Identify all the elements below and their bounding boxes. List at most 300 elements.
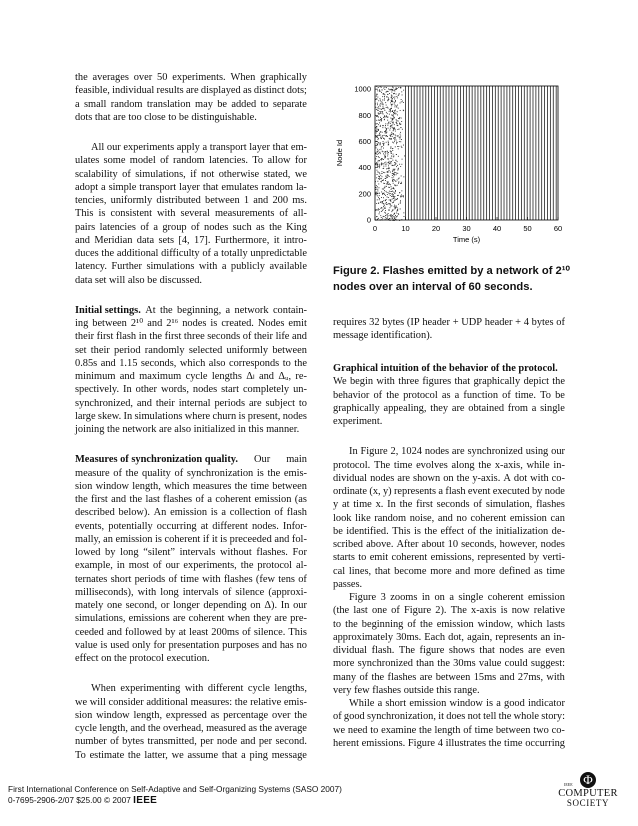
x-tick-label: 30 <box>462 224 471 233</box>
flash-dot <box>388 184 389 185</box>
flash-dot <box>379 165 380 166</box>
text-line: We begin with three figures that graphically depict the <box>333 376 565 388</box>
text-line: While a short emission window is a good indicator <box>349 698 565 709</box>
x-tick-label: 50 <box>523 224 532 233</box>
flash-dot <box>377 103 378 104</box>
flash-dot <box>376 127 377 128</box>
flash-dot <box>378 208 379 209</box>
flash-dot <box>383 108 384 109</box>
flash-dot <box>383 88 384 89</box>
flash-dot <box>376 126 377 127</box>
flash-dot <box>387 183 388 184</box>
flash-dot <box>400 183 401 184</box>
flash-dot <box>380 175 381 176</box>
text-line: be identified. This is the effect of the initialization de- <box>333 525 565 537</box>
flash-dot <box>380 86 381 87</box>
flash-dot <box>387 171 388 172</box>
flash-dot <box>385 217 386 218</box>
flash-dot <box>380 135 381 136</box>
text-line: milliseconds), with long intervals of silence (approxi- <box>75 586 307 598</box>
text-line: This is consistent with several measurements of all- <box>75 208 307 220</box>
flash-dot <box>395 113 396 114</box>
flash-dot <box>394 173 395 174</box>
flash-dot <box>394 170 395 171</box>
flash-dot <box>399 178 400 179</box>
text-line: spectively. In other words, nodes start completely un- <box>75 384 307 396</box>
flash-dot <box>376 210 377 211</box>
flash-dot <box>395 96 396 97</box>
text-line: large skew. In simulations where churn is present, nodes <box>75 410 307 422</box>
flash-dot <box>391 115 392 116</box>
flash-dot <box>392 110 393 111</box>
flash-dot <box>379 133 380 134</box>
flash-dot <box>390 158 391 159</box>
caption-line-1: Figure 2. Flashes emitted by a network of 2¹⁰ <box>333 265 570 277</box>
flash-dot <box>396 89 397 90</box>
flash-dot <box>383 197 384 198</box>
flash-dot <box>382 203 383 204</box>
text-line: dividual nodes are shown on the y-axis. A dot with co- <box>333 472 565 484</box>
flash-dot <box>386 91 387 92</box>
flash-dot <box>394 172 395 173</box>
flash-dot <box>385 127 386 128</box>
flash-dot <box>392 170 393 171</box>
flash-dot <box>385 153 386 154</box>
flash-dot <box>387 107 388 108</box>
flash-dot <box>398 183 399 184</box>
flash-dot <box>380 126 381 127</box>
flash-dot <box>386 204 387 205</box>
text-line: Graphical intuition of the behavior of the protocol. <box>333 363 558 374</box>
flash-dot <box>386 177 387 178</box>
flash-dot <box>385 133 386 134</box>
flash-dot <box>387 194 388 195</box>
flash-dot <box>384 115 385 116</box>
flash-dot <box>393 156 394 157</box>
flash-dot <box>385 178 386 179</box>
flash-dot <box>379 160 380 161</box>
text-line: we need to examine the length of time between two co- <box>333 724 565 736</box>
flash-dot <box>393 194 394 195</box>
flash-dot <box>383 148 384 149</box>
paragraph <box>333 362 565 428</box>
figure-2-chart <box>330 78 570 248</box>
flash-dot <box>378 139 379 140</box>
flash-dot <box>384 94 385 95</box>
flash-dot <box>387 136 388 137</box>
flash-dot <box>403 176 404 177</box>
flash-dot <box>388 128 389 129</box>
flash-dot <box>391 153 392 154</box>
flash-dot <box>382 176 383 177</box>
flash-dot <box>394 117 395 118</box>
flash-dot <box>395 185 396 186</box>
flash-dot <box>400 202 401 203</box>
flash-dot <box>392 142 393 143</box>
flash-dot <box>391 156 392 157</box>
flash-dot <box>401 101 402 102</box>
flash-dot <box>390 138 391 139</box>
flash-dot <box>383 200 384 201</box>
flash-dot <box>395 160 396 161</box>
flash-dot <box>385 102 386 103</box>
text-line: the first and the last flashes of a coherent emission (as <box>75 494 307 505</box>
text-line: protocol. The time evolves along the x-axis, while in- <box>333 459 565 471</box>
flash-dot <box>379 167 380 168</box>
flash-dot <box>377 191 378 192</box>
flash-dot <box>379 179 380 180</box>
flash-dot <box>382 189 383 190</box>
flash-dot <box>387 215 388 216</box>
flash-dot <box>386 92 387 93</box>
flash-dot <box>381 165 382 166</box>
flash-dot <box>375 145 376 146</box>
flash-dot <box>388 94 389 95</box>
flash-dot <box>394 174 395 175</box>
flash-dot <box>384 98 385 99</box>
flash-dot <box>397 198 398 199</box>
flash-dot <box>392 199 393 200</box>
flash-dot <box>398 156 399 157</box>
flash-dot <box>388 141 389 142</box>
flash-dot <box>392 175 393 176</box>
flash-dot <box>395 101 396 102</box>
flash-dot <box>381 197 382 198</box>
text-line: 0.85s and 1.15 seconds, which also corresponds to the <box>75 357 307 369</box>
x-tick-label: 0 <box>372 224 378 233</box>
flash-dot <box>392 148 393 149</box>
flash-dot <box>382 137 383 138</box>
flash-dot <box>381 109 382 110</box>
flash-dot <box>396 122 397 123</box>
flash-dot <box>390 89 391 90</box>
flash-dot <box>384 119 385 120</box>
flash-dot <box>387 100 388 101</box>
flash-dot <box>400 166 401 167</box>
flash-dot <box>390 128 391 129</box>
flash-dot <box>395 146 396 147</box>
flash-dot <box>395 185 396 186</box>
flash-dot <box>387 204 388 205</box>
text-line: sion window length, which measures the time between <box>75 480 307 492</box>
text-line: Measures of synchronization quality. Our main <box>75 454 307 466</box>
flash-dot <box>378 129 379 130</box>
flash-dot <box>391 108 392 109</box>
flash-dot <box>398 168 399 169</box>
flash-dot <box>383 114 384 115</box>
flash-dot <box>382 127 383 128</box>
text-line: simulations, emissions are coherent when they are pre- <box>75 613 307 625</box>
conference-line: First International Conference on Self-Adaptive and Self-Organizing Systems (SASO 2007) <box>8 784 342 794</box>
flash-dot <box>397 209 398 210</box>
flash-dot <box>389 164 390 165</box>
flash-dot <box>388 193 389 194</box>
text-line: ulates some model of random latencies. To allow for <box>75 155 307 167</box>
text-line: scribed above. After about 10 seconds, however, nodes <box>333 539 565 550</box>
text-line: latency. Further simulations with a publicly available <box>75 261 307 273</box>
y-tick-label: 400 <box>358 163 371 173</box>
flash-dot <box>398 213 399 214</box>
flash-dot <box>403 145 404 146</box>
flash-dot <box>393 129 394 130</box>
flash-dot <box>382 218 383 219</box>
flash-dot <box>394 93 395 94</box>
flash-dot <box>398 94 399 95</box>
flash-dot <box>385 136 386 137</box>
text-line: events, potentially occurring at different nodes. Infor- <box>75 520 307 532</box>
flash-dot <box>381 119 382 120</box>
flash-dot <box>388 165 389 166</box>
flash-dot <box>397 111 398 112</box>
flash-dot <box>388 108 389 109</box>
flash-dot <box>388 213 389 214</box>
flash-dot <box>390 148 391 149</box>
flash-dot <box>398 148 399 149</box>
flash-dot <box>400 132 401 133</box>
flash-dot <box>381 87 382 88</box>
flash-dot <box>378 130 379 131</box>
flash-dot <box>378 166 379 167</box>
flash-dot <box>377 165 378 166</box>
flash-dot <box>384 212 385 213</box>
flash-dot <box>379 198 380 199</box>
flash-dot <box>399 164 400 165</box>
text-line: ordinate (x, y) represents a flash event executed by node <box>333 486 565 497</box>
flash-dot <box>396 94 397 95</box>
flash-dot <box>387 91 388 92</box>
flash-dot <box>380 144 381 145</box>
flash-dot <box>392 210 393 211</box>
flash-dot <box>382 143 383 144</box>
flash-dot <box>390 123 391 124</box>
flash-dot <box>401 182 402 183</box>
flash-dot <box>389 218 390 219</box>
flash-dot <box>381 101 382 102</box>
text-line: mally, an emission is coherent if it is preceeded and fol- <box>75 533 307 545</box>
flash-dot <box>378 156 379 157</box>
text-line: effect on the protocol execution. <box>75 653 210 664</box>
flash-dot <box>386 218 387 219</box>
flash-dot <box>396 143 397 144</box>
flash-dot <box>381 137 382 138</box>
flash-dot <box>402 101 403 102</box>
flash-dot <box>379 193 380 194</box>
x-axis-label: Time (s) <box>452 235 481 244</box>
flash-dot <box>381 147 382 148</box>
paragraph <box>75 682 307 762</box>
flash-dot <box>376 137 377 138</box>
flash-dot <box>386 107 387 108</box>
flash-dot <box>391 218 392 219</box>
flash-dot <box>376 96 377 97</box>
flash-dot <box>380 91 381 92</box>
flash-dot <box>377 164 378 165</box>
flash-dot <box>383 117 384 118</box>
text-line: many of the flashes are between 15ms and 27ms, with <box>333 671 565 683</box>
flash-dot <box>386 130 387 131</box>
text-line: example, in most of our experiments, the protocol al- <box>75 560 307 572</box>
flash-dot <box>390 125 391 126</box>
flash-dot <box>383 138 384 139</box>
text-line: All our experiments apply a transport layer that em- <box>91 142 307 153</box>
flash-dot <box>385 186 386 187</box>
flash-dot <box>378 176 379 177</box>
flash-dot <box>378 110 379 111</box>
flash-dot <box>392 180 393 181</box>
flash-dot <box>382 151 383 152</box>
flash-dot <box>396 166 397 167</box>
flash-dot <box>377 186 378 187</box>
flash-dot <box>396 106 397 107</box>
flash-dot <box>394 124 395 125</box>
flash-dot <box>383 216 384 217</box>
flash-dot <box>392 133 393 134</box>
flash-dot <box>395 138 396 139</box>
flash-dot <box>380 103 381 104</box>
flash-dot <box>382 210 383 211</box>
flash-dot <box>378 160 379 161</box>
flash-dot <box>400 127 401 128</box>
flash-dot <box>386 184 387 185</box>
flash-dot <box>384 135 385 136</box>
flash-dot <box>383 94 384 95</box>
flash-dot <box>391 205 392 206</box>
text-line: scalability of simulations, if not otherwise stated, we <box>75 168 307 180</box>
flash-dot <box>383 159 384 160</box>
y-tick-label: 200 <box>358 189 371 199</box>
flash-dot <box>391 104 392 105</box>
flash-dot <box>399 141 400 142</box>
flash-dot <box>381 192 382 193</box>
flash-dot <box>396 119 397 120</box>
flash-dot <box>381 158 382 159</box>
flash-dot <box>377 143 378 144</box>
flash-dot <box>390 108 391 109</box>
flash-dot <box>396 113 397 114</box>
flash-dot <box>391 151 392 152</box>
flash-dot <box>386 105 387 106</box>
flash-dot <box>389 200 390 201</box>
flash-dot <box>377 199 378 200</box>
flash-dot <box>376 133 377 134</box>
flash-dot <box>403 196 404 197</box>
flash-dot <box>392 122 393 123</box>
flash-dot <box>380 131 381 132</box>
flash-dot <box>376 130 377 131</box>
flash-dot <box>379 149 380 150</box>
flash-dot <box>388 99 389 100</box>
flash-dot <box>376 194 377 195</box>
flash-dot <box>382 135 383 136</box>
flash-dot <box>393 196 394 197</box>
flash-dot <box>377 131 378 132</box>
flash-dot <box>385 131 386 132</box>
flash-dot <box>403 195 404 196</box>
flash-dot <box>385 87 386 88</box>
flash-dot <box>398 118 399 119</box>
flash-dot <box>390 200 391 201</box>
flash-dot <box>379 143 380 144</box>
flash-dot <box>395 180 396 181</box>
flash-dot <box>397 161 398 162</box>
flash-dot <box>392 188 393 189</box>
flash-dot <box>383 206 384 207</box>
paragraph <box>333 697 565 750</box>
flash-dot <box>385 219 386 220</box>
flash-dot <box>383 172 384 173</box>
flash-dot <box>392 125 393 126</box>
flash-dot <box>390 102 391 103</box>
flash-dot <box>392 87 393 88</box>
text-line: duces the additional difficulty of a totally unpredictable <box>75 248 307 259</box>
flash-dot <box>388 152 389 153</box>
flash-dot <box>398 146 399 147</box>
flash-dot <box>381 178 382 179</box>
flash-dot <box>388 182 389 183</box>
flash-dot <box>382 103 383 104</box>
flash-dot <box>378 100 379 101</box>
flash-dot <box>397 125 398 126</box>
flash-dot <box>395 207 396 208</box>
flash-dot <box>377 152 378 153</box>
flash-dot <box>381 120 382 121</box>
flash-dot <box>391 216 392 217</box>
flash-dot <box>376 162 377 163</box>
flash-dot <box>400 139 401 140</box>
flash-dot <box>377 97 378 98</box>
text-line: In Figure 2, 1024 nodes are synchronized using our <box>349 446 565 458</box>
text-line: the averages over 50 experiments. When graphically <box>75 72 307 83</box>
flash-dot <box>387 117 388 118</box>
flash-dot <box>388 98 389 99</box>
flash-dot <box>396 211 397 212</box>
text-line: behavior of the protocol as a function of time. To be <box>333 389 565 401</box>
flash-dot <box>390 118 391 119</box>
flash-dot <box>397 165 398 166</box>
text-line: passes. <box>333 578 363 590</box>
flash-dot <box>395 131 396 132</box>
flash-dot <box>390 126 391 127</box>
flash-dot <box>380 106 381 107</box>
flash-dot <box>377 107 378 108</box>
flash-dot <box>398 121 399 122</box>
flash-dot <box>392 196 393 197</box>
flash-dot <box>390 204 391 205</box>
flash-dot <box>392 150 393 151</box>
flash-dot <box>383 163 384 164</box>
flash-dot <box>383 168 384 169</box>
flash-dot <box>389 89 390 90</box>
flash-dot <box>393 130 394 131</box>
flash-dot <box>395 135 396 136</box>
flash-dot <box>398 182 399 183</box>
flash-dot <box>395 190 396 191</box>
y-axis-label: Node Id <box>335 139 344 167</box>
flash-dot <box>382 194 383 195</box>
flash-dot <box>382 100 383 101</box>
right-column <box>333 362 565 767</box>
flash-dot <box>378 197 379 198</box>
flash-dot <box>395 134 396 135</box>
flash-dot <box>375 164 376 165</box>
flash-dot <box>392 95 393 96</box>
flash-dot <box>391 105 392 106</box>
flash-dot <box>395 163 396 164</box>
flash-dot <box>385 156 386 157</box>
flash-dot <box>378 120 379 121</box>
flash-dot <box>376 153 377 154</box>
flash-dot <box>393 187 394 188</box>
